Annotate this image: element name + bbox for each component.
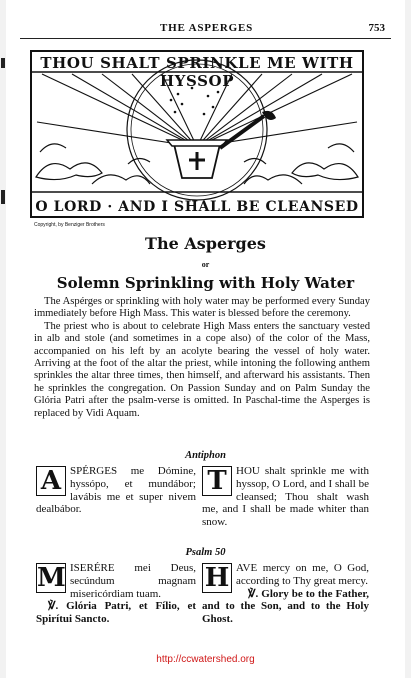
drop-cap: H [202, 563, 232, 593]
drop-cap: T [202, 466, 232, 496]
psalm-english-versicle [202, 588, 369, 626]
copyright-note: Copyright, by Benziger Brothers [34, 222, 105, 228]
psalm-latin-versicle [36, 600, 196, 626]
intro-text [34, 296, 370, 420]
margin-mark [1, 58, 5, 68]
versicle-mark: ℣. [248, 587, 259, 600]
versicle-text: Glória Patri, et Fílio, et Spirítui Sancto. [36, 600, 196, 626]
drop-cap: M [37, 563, 66, 593]
psalm-latin [36, 562, 196, 626]
psalm-latin-text: ISERÉRE mei Deus, secúndum magnam misericórdiam tuam. [70, 562, 196, 600]
psalm-english-text: AVE mercy on me, O God, according to Thy great mercy. [236, 562, 369, 587]
psalm-heading: Psalm 50 [185, 547, 226, 558]
right-margin-strip [405, 0, 411, 678]
versicle-mark: ℣. [48, 600, 59, 613]
left-margin-strip [0, 0, 6, 678]
intro-paragraph: The Aspérges or sprinkling with holy water may be performed every Sunday immediately before High Mass. This water is blessed before the ceremony. [34, 296, 370, 320]
antiphon-latin [36, 465, 196, 516]
antiphon-english [202, 465, 369, 529]
banner-bottom-motto: O LORD · AND I SHALL BE CLEANSED [35, 199, 359, 215]
versicle-text: Glory be to the Father, and to the Son, and to the Holy Ghost. [202, 587, 370, 626]
banner-top-motto: THOU SHALT SPRINKLE ME WITH HYSSOP [40, 54, 354, 90]
drop-cap: A [36, 466, 66, 496]
page-number: 753 [368, 22, 385, 34]
running-header [20, 22, 391, 38]
header-rule [20, 38, 391, 39]
antiphon-heading: Antiphon [185, 450, 226, 461]
section-title: The Asperges [145, 234, 266, 253]
psalm-english [202, 562, 369, 626]
running-title: THE ASPERGES [160, 22, 254, 34]
antiphon-latin-text: SPÉRGES me Dómine, hyssópo, et mundábor; lavábis me et super nivem dealbábor. [36, 465, 196, 516]
intro-paragraph: The priest who is about to celebrate High Mass enters the sanctuary vested in alb and stole (and sometimes in a cope also) of the color of the Mass, accompanied on his left by an acolyte bearing the vessel of holy water. Arriving at the foot of the altar the priest, while intoning the following anthem sprinkles the altar three times, then himself, and afterward his assistants. Then he sprinkles the congregation. On Passion Sunday and on Palm Sunday the Glória Patri after the psalm-verse is omitted. In Paschal-time the Asperges is replaced by Vidi Aquam. [34, 320, 370, 419]
margin-mark [1, 190, 5, 204]
title-conjunction: or [201, 260, 210, 269]
antiphon-english-text: HOU shalt sprinkle me with hyssop, O Lord, and I shall be cleansed; Thou shalt wash me, and I shall be made whiter than snow. [202, 465, 369, 529]
section-subtitle: Solemn Sprinkling with Holy Water [56, 274, 355, 292]
source-url[interactable]: http://ccwatershed.org [156, 654, 255, 665]
illustration-banner [30, 50, 364, 218]
